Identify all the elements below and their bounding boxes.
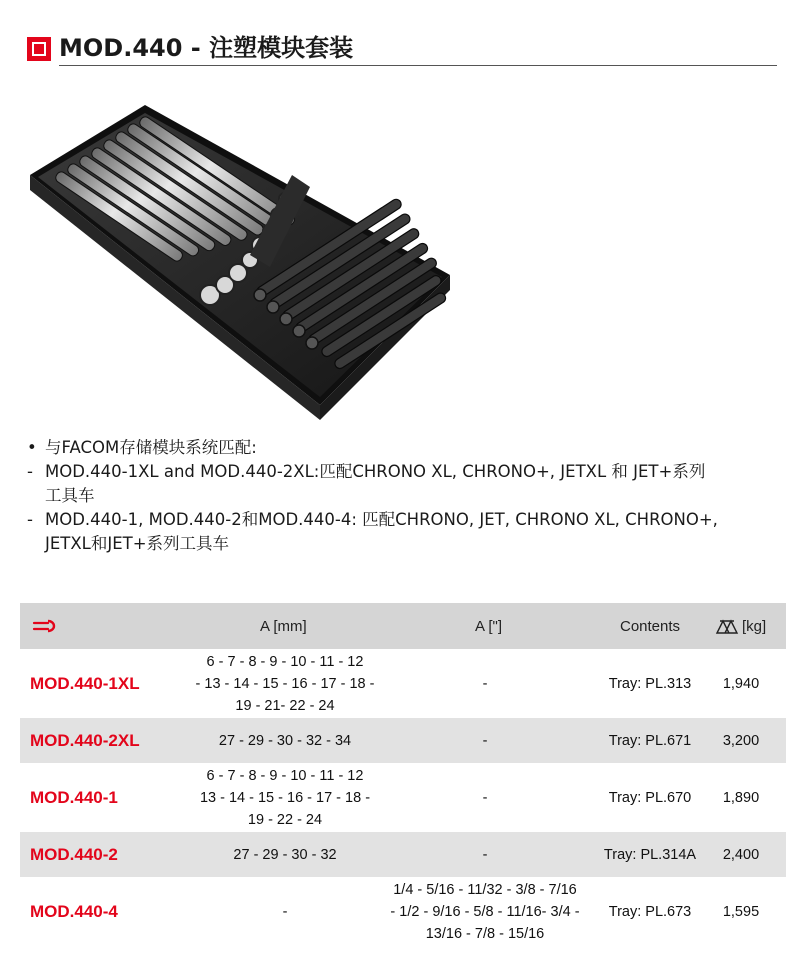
weight-cell <box>710 764 772 831</box>
a-mm-line: 6 - 7 - 8 - 9 - 10 - 11 - 12 <box>206 767 364 784</box>
weight-cell <box>710 878 772 945</box>
contents-cell <box>600 832 700 877</box>
weight-value: 3,200 <box>722 732 760 749</box>
model-name: MOD.440-1XL <box>30 674 140 693</box>
contents-cell <box>600 650 700 717</box>
page-header <box>27 32 777 66</box>
header-a-mm: A [mm] <box>260 618 307 635</box>
note-bullet-text: 与FACOM存储模块系统匹配: <box>45 438 257 457</box>
weight-cell <box>710 718 772 763</box>
table-row <box>20 717 786 763</box>
a-inch-line: 13/16 - 7/8 - 15/16 <box>425 925 545 942</box>
contents-value: Tray: PL.673 <box>608 903 692 920</box>
a-mm-cell <box>180 650 390 717</box>
model-name: MOD.440-2 <box>30 845 118 864</box>
red-square-icon <box>27 37 51 61</box>
table-row <box>20 831 786 877</box>
table-row <box>20 763 786 831</box>
a-inch-line: - <box>482 846 488 863</box>
table-header <box>20 603 786 649</box>
compatibility-notes <box>27 436 787 556</box>
a-mm-cell <box>180 832 390 877</box>
weight-value: 1,595 <box>722 903 760 920</box>
a-inch-cell <box>380 832 590 877</box>
a-mm-line: - 13 - 14 - 15 - 16 - 17 - 18 - <box>195 675 375 692</box>
note-item-2 <box>27 508 787 532</box>
contents-cell <box>600 718 700 763</box>
a-inch-cell <box>380 650 590 717</box>
a-mm-line: 27 - 29 - 30 - 32 <box>233 846 337 863</box>
contents-value: Tray: PL.313 <box>608 675 692 692</box>
weight-value: 1,890 <box>722 789 760 806</box>
a-inch-line: - 1/2 - 9/16 - 5/8 - 11/16- 3/4 - <box>390 903 580 920</box>
a-mm-values <box>196 651 375 717</box>
model-name: MOD.440-2XL <box>30 731 140 750</box>
a-mm-line: 27 - 29 - 30 - 32 - 34 <box>218 732 352 749</box>
header-contents: Contents <box>620 618 681 635</box>
wrench-tray-image <box>20 95 470 425</box>
a-mm-line: - <box>282 903 288 920</box>
model-name: MOD.440-1 <box>30 788 118 807</box>
a-inch-cell <box>380 878 590 945</box>
model-name: MOD.440-4 <box>30 902 118 921</box>
a-inch-values <box>390 879 579 945</box>
table-row <box>20 877 786 945</box>
a-mm-cell <box>180 878 390 945</box>
a-mm-line: 13 - 14 - 15 - 16 - 17 - 18 - <box>199 789 371 806</box>
dash-mark: - <box>27 462 33 481</box>
a-inch-cell <box>380 764 590 831</box>
a-inch-line: - <box>482 675 488 692</box>
a-mm-cell <box>180 764 390 831</box>
weight-scale-icon <box>714 619 740 635</box>
note-bullet <box>27 436 787 460</box>
header-a-inch: A ["] <box>475 618 503 635</box>
header-weight: [kg] <box>742 618 767 635</box>
contents-value: Tray: PL.670 <box>608 789 692 806</box>
a-mm-line: 19 - 22 - 24 <box>247 811 323 828</box>
dash-mark: - <box>27 510 33 529</box>
a-mm-values <box>200 765 370 831</box>
header-divider <box>59 65 777 66</box>
a-inch-line: - <box>482 789 488 806</box>
a-mm-line: 19 - 21- 22 - 24 <box>235 697 335 714</box>
a-mm-line: 6 - 7 - 8 - 9 - 10 - 11 - 12 <box>206 653 364 670</box>
weight-value: 1,940 <box>722 675 760 692</box>
weight-value: 2,400 <box>722 846 760 863</box>
page-title: MOD.440 - 注塑模块套装 <box>59 34 354 62</box>
bullet-mark: • <box>27 438 37 457</box>
contents-cell <box>600 878 700 945</box>
note-item-1-line-2: 工具车 <box>45 486 95 505</box>
weight-cell <box>710 650 772 717</box>
a-inch-cell <box>380 718 590 763</box>
weight-cell <box>710 832 772 877</box>
contents-value: Tray: PL.671 <box>608 732 692 749</box>
table-row <box>20 649 786 717</box>
wrench-icon <box>32 619 60 633</box>
a-inch-line: 1/4 - 5/16 - 11/32 - 3/8 - 7/16 <box>393 881 577 898</box>
note-item-2-line-1: MOD.440-1, MOD.440-2和MOD.440-4: 匹配CHRONO, JET, CHRONO XL, CHRONO+, <box>45 510 718 529</box>
a-inch-line: - <box>482 732 488 749</box>
note-item-1-line-1: MOD.440-1XL and MOD.440-2XL:匹配CHRONO XL, CHRONO+, JETXL 和 JET+系列 <box>45 462 706 481</box>
note-item-2-line-2: JETXL和JET+系列工具车 <box>45 534 230 553</box>
a-mm-cell <box>180 718 390 763</box>
contents-value: Tray: PL.314A <box>603 846 697 863</box>
specification-table <box>20 603 786 945</box>
note-item-1 <box>27 460 787 484</box>
contents-cell <box>600 764 700 831</box>
